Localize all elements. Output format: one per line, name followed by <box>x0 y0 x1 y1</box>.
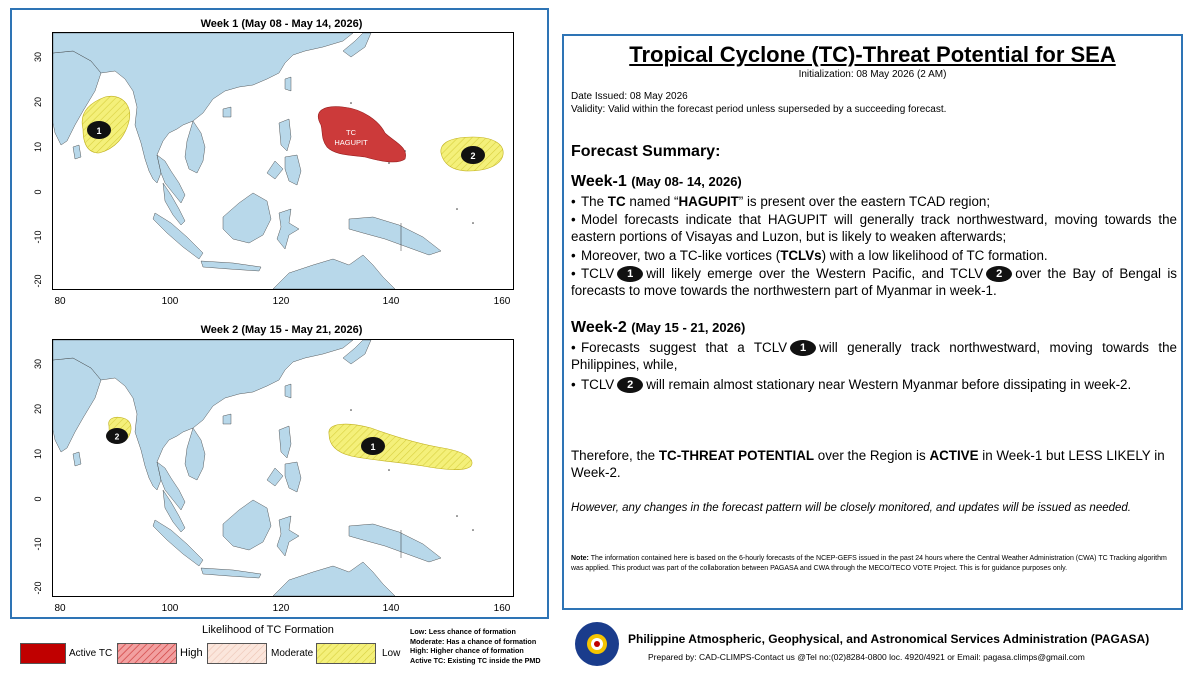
week2-label: Week-2 <box>571 319 627 336</box>
maps-panel <box>10 8 549 619</box>
map2-xtick: 100 <box>161 603 179 614</box>
week2-bullet-1: • Forecasts suggest that a TCLV 1 will generally track northwestward, moving towards the Philippines, while, <box>571 340 1177 373</box>
map2-ytick: 0 <box>33 496 43 502</box>
hatch-swatch <box>118 644 176 663</box>
text: TCLV <box>581 377 615 392</box>
text: TCLVs <box>780 248 822 263</box>
legend-swatch-active <box>20 643 66 664</box>
tclv-badge: 1 <box>790 340 816 356</box>
map2-ytick: -10 <box>33 537 43 551</box>
map2-ytick: -20 <box>33 581 43 595</box>
map1-ytick: 0 <box>33 189 43 195</box>
summary-panel <box>562 34 1183 610</box>
text: Therefore, the <box>571 448 659 463</box>
caution-note: However, any changes in the forecast pattern will be closely monitored, and updates will be issued as needed. <box>571 502 1131 514</box>
week1-label: Week-1 <box>571 173 627 190</box>
text: Note: <box>571 555 589 562</box>
map-week1[interactable] <box>52 32 514 290</box>
text: The information contained here is based on the 6-hourly forecasts of the NCEP-GEFS issued in the past 24 hours where the Central Weather Administration (CWA) TC Tracking algorithm was applied. This product was part of the collaboration between PAGASA and CWA through the MECO/TECO VOTE Project. This is for guidance purposes only. <box>571 555 1167 572</box>
map1-ytick: 10 <box>33 142 43 153</box>
map-week2[interactable] <box>52 339 514 597</box>
map1-xtick: 140 <box>382 296 400 307</box>
text: ) with a low likelihood of TC formation. <box>821 248 1048 263</box>
map-week2-svg <box>53 340 513 596</box>
tclv-badge-1-label: 1 <box>370 442 376 452</box>
map-week2-title: Week 2 (May 15 - May 21, 2026) <box>200 324 363 336</box>
map1-xtick: 160 <box>493 296 511 307</box>
landmass <box>53 33 474 289</box>
tclv-badge-2-label: 2 <box>470 151 476 161</box>
conclusion <box>571 447 1177 481</box>
text: will remain almost stationary near Western Myanmar before dissipating in week-2. <box>646 377 1132 392</box>
hatch-swatch <box>208 644 266 663</box>
map2-xtick: 80 <box>54 603 66 614</box>
tc-label-line1: TC <box>346 128 356 137</box>
text: over the Bay of Bengal is forecasts to move towards the northwestern part of Myanmar in week-1. <box>571 266 1177 299</box>
text: ” is present over the eastern TCAD region; <box>738 194 991 209</box>
legend-title: Likelihood of TC Formation <box>202 624 334 636</box>
text: Model forecasts indicate that HAGUPIT will generally track northwestward, moving towards the eastern portions of Visayas and Luzon, but is likely to weaken afterwards; <box>571 212 1177 244</box>
map2-ytick: 20 <box>33 404 43 415</box>
week1-bullet-2: • Model forecasts indicate that HAGUPIT will generally track northwestward, moving towards the eastern portions of Visayas and Luzon, but is likely to weaken afterwards; <box>571 212 1177 244</box>
tclv-badge-1-label: 1 <box>96 126 102 136</box>
text: ACTIVE <box>929 448 979 463</box>
legend-swatch-low <box>316 643 376 664</box>
initialization: Initialization: 08 May 2026 (2 AM) <box>798 69 947 80</box>
tclv-badge-2-label: 2 <box>114 431 120 442</box>
week2-bullet-2: • TCLV 2 will remain almost stationary near Western Myanmar before dissipating in week-2. <box>571 377 1132 392</box>
tclv-badge: 2 <box>617 377 643 393</box>
legend-def-high: High: Higher chance of formation <box>410 646 524 655</box>
tclv-badge: 1 <box>617 266 643 282</box>
text: TC-THREAT POTENTIAL <box>658 448 815 463</box>
text: HAGUPIT <box>678 194 739 209</box>
text: TC <box>607 194 626 209</box>
map2-xtick: 140 <box>382 603 400 614</box>
legend-label-low: Low <box>382 648 401 659</box>
legend-label-moderate: Moderate <box>271 648 314 659</box>
validity: Validity: Valid within the forecast period unless superseded by a succeeding forecast. <box>571 104 947 115</box>
text: named “ <box>625 194 679 209</box>
active-tc-area[interactable] <box>318 107 405 162</box>
map1-ytick: 20 <box>33 97 43 108</box>
disclaimer-note <box>571 554 1177 573</box>
legend-swatch-moderate <box>207 643 267 664</box>
text: Forecasts suggest that a TCLV <box>581 340 788 355</box>
map2-ytick: 30 <box>33 359 43 370</box>
map1-ytick: 30 <box>33 52 43 63</box>
week1-heading <box>571 173 742 191</box>
map1-xtick: 100 <box>161 296 179 307</box>
landmass <box>53 340 474 596</box>
map2-xtick: 160 <box>493 603 511 614</box>
legend-def-moderate: Moderate: Has a chance of formation <box>410 636 537 646</box>
tclv-badge: 2 <box>986 266 1012 282</box>
page-title: Tropical Cyclone (TC)-Threat Potential for SEA <box>629 42 1116 67</box>
date-issued: Date Issued: 08 May 2026 <box>571 91 688 102</box>
text: over the Region is <box>814 448 930 463</box>
pagasa-logo <box>574 621 620 667</box>
hatch-swatch <box>317 644 375 663</box>
text: Moreover, two a TC-like vortices ( <box>581 248 781 263</box>
legend-label-high: High <box>180 647 203 659</box>
map1-xtick: 120 <box>272 296 290 307</box>
map1-xtick: 80 <box>54 296 66 307</box>
forecast-summary-heading: Forecast Summary: <box>571 143 721 160</box>
agency-name: Philippine Atmospheric, Geophysical, and Astronomical Services Administration (PAGASA) <box>628 632 1150 646</box>
text: in Week-1 but LESS LIKELY in Week-2. <box>571 448 1165 480</box>
low-area-tclv-1[interactable] <box>329 424 472 470</box>
text: TCLV <box>581 266 615 281</box>
week2-dates: (May 15 - 21, 2026) <box>631 320 746 335</box>
text: will generally track northwestward, moving towards the Philippines, while, <box>571 340 1177 373</box>
week1-bullet-1: • The TC named “HAGUPIT” is present over the eastern TCAD region; <box>571 194 991 209</box>
legend-def-low: Low: Less chance of formation <box>410 627 516 636</box>
legend-label-active: Active TC <box>69 648 113 659</box>
map2-ytick: 10 <box>33 449 43 460</box>
legend-swatch-high <box>117 643 177 664</box>
map1-ytick: -20 <box>33 274 43 288</box>
map2-xtick: 120 <box>272 603 290 614</box>
map-week1-title: Week 1 (May 08 - May 14, 2026) <box>200 18 363 30</box>
text: will likely emerge over the Western Pacific, and TCLV <box>646 266 984 281</box>
week1-bullet-4: • TCLV 1 will likely emerge over the Western Pacific, and TCLV 2 over the Bay of Bengal is forecasts to move towards the northwestern part of Myanmar in week-1. <box>571 266 1177 299</box>
map-week1-svg <box>53 33 513 289</box>
contact-info: Prepared by: CAD-CLIMPS-Contact us @Tel no:(02)8284-0800 loc. 4920/4921 or Email: pagasa.climps@gmail.com <box>648 652 1085 662</box>
text: The <box>581 194 608 209</box>
week2-heading <box>571 319 745 337</box>
week1-bullet-3: • Moreover, two a TC-like vortices (TCLVs) with a low likelihood of TC formation. <box>571 248 1048 263</box>
legend-definitions <box>410 627 541 665</box>
week1-dates: (May 08- 14, 2026) <box>631 174 742 189</box>
tc-label-line2: HAGUPIT <box>334 138 368 147</box>
legend-def-active: Active TC: Existing TC inside the PMD <box>410 655 541 665</box>
map1-ytick: -10 <box>33 230 43 244</box>
